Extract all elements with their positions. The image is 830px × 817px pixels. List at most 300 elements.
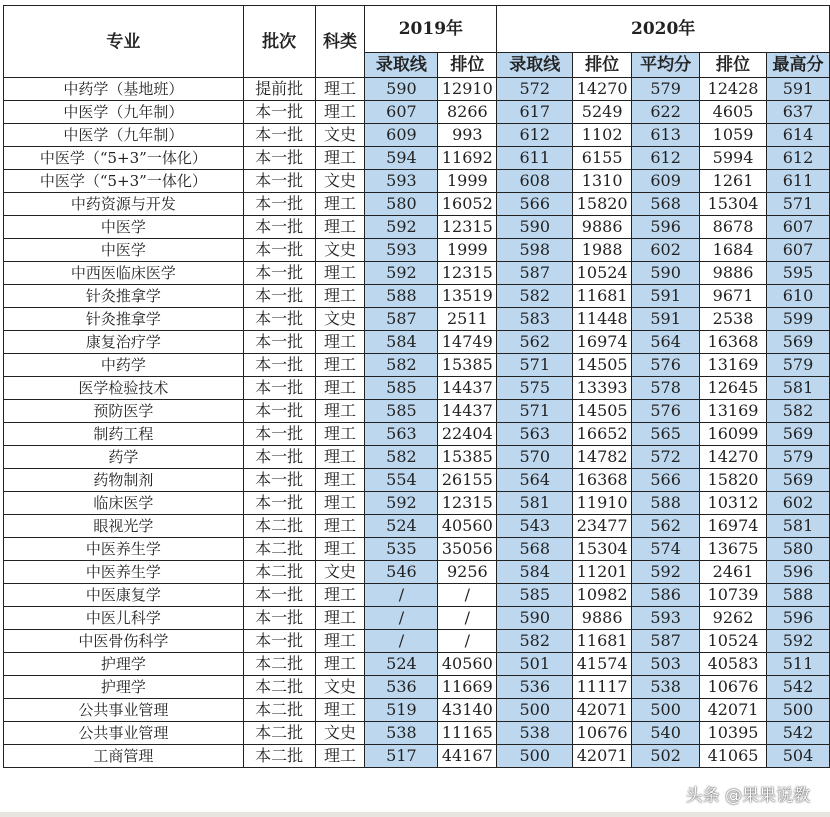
cell-category: 理工 — [315, 653, 365, 676]
table-row — [4, 446, 830, 469]
cell-2019-rank: 14749 — [438, 331, 497, 354]
cell-2020-score: 566 — [497, 193, 573, 216]
table-row — [4, 239, 830, 262]
cell-2020-score: 612 — [497, 124, 573, 147]
cell-2020-avg-rank: 2538 — [700, 308, 767, 331]
cell-2020-average: 591 — [632, 285, 700, 308]
cell-batch: 本一批 — [243, 216, 315, 239]
cell-2020-avg-rank: 1684 — [700, 239, 767, 262]
table-row — [4, 423, 830, 446]
cell-batch: 本一批 — [243, 607, 315, 630]
cell-2020-score: 543 — [497, 515, 573, 538]
cell-2019-rank: 40560 — [438, 653, 497, 676]
cell-2020-rank: 14782 — [573, 446, 632, 469]
cell-2020-rank: 11681 — [573, 630, 632, 653]
cell-2020-score: 590 — [497, 607, 573, 630]
cell-2019-rank: 13519 — [438, 285, 497, 308]
cell-2020-max: 607 — [766, 239, 829, 262]
cell-2020-rank: 15820 — [573, 193, 632, 216]
cell-2020-average: 622 — [632, 101, 700, 124]
cell-2020-max: 596 — [766, 561, 829, 584]
cell-category: 理工 — [315, 354, 365, 377]
cell-2020-avg-rank: 16368 — [700, 331, 767, 354]
cell-2020-max: 500 — [766, 699, 829, 722]
cell-2019-score: 563 — [365, 423, 438, 446]
cell-2019-score: 535 — [365, 538, 438, 561]
cell-2020-max: 581 — [766, 515, 829, 538]
cell-2020-max: 569 — [766, 423, 829, 446]
cell-batch: 本一批 — [243, 170, 315, 193]
cell-2019-score: 592 — [365, 262, 438, 285]
table-row — [4, 262, 830, 285]
cell-2020-score: 538 — [497, 722, 573, 745]
cell-batch: 本二批 — [243, 722, 315, 745]
cell-2020-score: 500 — [497, 745, 573, 768]
cell-major: 药物制剂 — [4, 469, 244, 492]
cell-2020-average: 500 — [632, 699, 700, 722]
cell-2019-score: 609 — [365, 124, 438, 147]
header-category: 科类 — [315, 6, 365, 78]
cell-batch: 本一批 — [243, 492, 315, 515]
cell-2020-avg-rank: 1261 — [700, 170, 767, 193]
cell-2020-rank: 23477 — [573, 515, 632, 538]
cell-2019-rank: 1999 — [438, 170, 497, 193]
cell-category: 理工 — [315, 78, 365, 101]
cell-batch: 本一批 — [243, 400, 315, 423]
cell-2020-rank: 6155 — [573, 147, 632, 170]
cell-2019-score: 585 — [365, 400, 438, 423]
header-2020-avg-rank: 排位 — [700, 53, 767, 78]
header-2020: 2020年 — [497, 6, 830, 53]
cell-major: 护理学 — [4, 653, 244, 676]
cell-category: 文史 — [315, 676, 365, 699]
cell-2020-score: 584 — [497, 561, 573, 584]
cell-2019-rank: 1999 — [438, 239, 497, 262]
cell-2020-average: 587 — [632, 630, 700, 653]
cell-2020-max: 596 — [766, 607, 829, 630]
cell-2019-rank: 2511 — [438, 308, 497, 331]
cell-2019-rank: 35056 — [438, 538, 497, 561]
cell-batch: 本一批 — [243, 584, 315, 607]
cell-2020-rank: 14505 — [573, 400, 632, 423]
cell-2020-max: 579 — [766, 354, 829, 377]
cell-2019-rank: 12315 — [438, 262, 497, 285]
cell-2020-avg-rank: 1059 — [700, 124, 767, 147]
table-row — [4, 377, 830, 400]
header-major: 专业 — [4, 6, 244, 78]
cell-major: 中医养生学 — [4, 561, 244, 584]
cell-2019-rank: 40560 — [438, 515, 497, 538]
cell-category: 理工 — [315, 538, 365, 561]
cell-2020-average: 538 — [632, 676, 700, 699]
cell-category: 文史 — [315, 170, 365, 193]
cell-category: 理工 — [315, 584, 365, 607]
cell-category: 理工 — [315, 492, 365, 515]
cell-major: 中医学（九年制） — [4, 101, 244, 124]
cell-batch: 本一批 — [243, 101, 315, 124]
cell-major: 临床医学 — [4, 492, 244, 515]
cell-2020-rank: 15304 — [573, 538, 632, 561]
table-row — [4, 699, 830, 722]
cell-major: 中医学（“5+3”一体化） — [4, 170, 244, 193]
cell-2020-average: 564 — [632, 331, 700, 354]
cell-2020-score: 572 — [497, 78, 573, 101]
cell-2019-score: 588 — [365, 285, 438, 308]
header-2019-score: 录取线 — [365, 53, 438, 78]
cell-2019-rank: 11669 — [438, 676, 497, 699]
header-2020-max: 最高分 — [766, 53, 829, 78]
cell-2020-avg-rank: 10676 — [700, 676, 767, 699]
cell-2020-score: 611 — [497, 147, 573, 170]
cell-2020-rank: 42071 — [573, 745, 632, 768]
cell-2020-max: 610 — [766, 285, 829, 308]
cell-major: 中医学（“5+3”一体化） — [4, 147, 244, 170]
cell-2020-average: 562 — [632, 515, 700, 538]
cell-category: 文史 — [315, 722, 365, 745]
cell-2020-rank: 11201 — [573, 561, 632, 584]
table-row — [4, 630, 830, 653]
cell-2020-average: 596 — [632, 216, 700, 239]
cell-2020-avg-rank: 9671 — [700, 285, 767, 308]
cell-batch: 本二批 — [243, 561, 315, 584]
cell-2020-average: 576 — [632, 354, 700, 377]
cell-2020-avg-rank: 13169 — [700, 400, 767, 423]
cell-batch: 本二批 — [243, 745, 315, 768]
cell-2020-score: 562 — [497, 331, 573, 354]
cell-2020-score: 563 — [497, 423, 573, 446]
cell-2019-score: 594 — [365, 147, 438, 170]
cell-2020-avg-rank: 5994 — [700, 147, 767, 170]
cell-2020-average: 586 — [632, 584, 700, 607]
cell-2019-rank: 26155 — [438, 469, 497, 492]
cell-major: 针灸推拿学 — [4, 308, 244, 331]
cell-2020-rank: 16974 — [573, 331, 632, 354]
cell-category: 理工 — [315, 377, 365, 400]
cell-category: 理工 — [315, 262, 365, 285]
cell-major: 中医骨伤科学 — [4, 630, 244, 653]
cell-2020-avg-rank: 41065 — [700, 745, 767, 768]
cell-category: 理工 — [315, 515, 365, 538]
cell-2019-rank: 14437 — [438, 400, 497, 423]
cell-2020-score: 500 — [497, 699, 573, 722]
cell-2020-average: 591 — [632, 308, 700, 331]
header-2020-rank: 排位 — [573, 53, 632, 78]
cell-category: 理工 — [315, 446, 365, 469]
cell-batch: 本一批 — [243, 331, 315, 354]
table-row — [4, 607, 830, 630]
cell-2020-avg-rank: 10524 — [700, 630, 767, 653]
table-row — [4, 538, 830, 561]
cell-2020-rank: 11681 — [573, 285, 632, 308]
cell-2020-rank: 5249 — [573, 101, 632, 124]
watermark: 头条 @果果说教 — [685, 786, 810, 806]
cell-2020-max: 637 — [766, 101, 829, 124]
table-row — [4, 193, 830, 216]
table-row — [4, 469, 830, 492]
cell-category: 理工 — [315, 699, 365, 722]
cell-2020-max: 581 — [766, 377, 829, 400]
table-row — [4, 78, 830, 101]
cell-2020-rank: 13393 — [573, 377, 632, 400]
cell-2020-score: 590 — [497, 216, 573, 239]
cell-2020-max: 580 — [766, 538, 829, 561]
cell-2020-rank: 1102 — [573, 124, 632, 147]
cell-2019-score: 536 — [365, 676, 438, 699]
cell-2019-rank: 993 — [438, 124, 497, 147]
cell-batch: 本一批 — [243, 262, 315, 285]
cell-2019-score: 546 — [365, 561, 438, 584]
cell-2020-score: 536 — [497, 676, 573, 699]
cell-batch: 本二批 — [243, 653, 315, 676]
cell-2020-average: 590 — [632, 262, 700, 285]
cell-2020-max: 571 — [766, 193, 829, 216]
cell-category: 理工 — [315, 469, 365, 492]
cell-2020-score: 501 — [497, 653, 573, 676]
cell-2020-average: 579 — [632, 78, 700, 101]
cell-major: 预防医学 — [4, 400, 244, 423]
cell-2020-max: 579 — [766, 446, 829, 469]
cell-2020-rank: 14505 — [573, 354, 632, 377]
cell-2020-score: 575 — [497, 377, 573, 400]
cell-major: 中医学 — [4, 216, 244, 239]
cell-2020-avg-rank: 8678 — [700, 216, 767, 239]
cell-batch: 本一批 — [243, 423, 315, 446]
cell-batch: 本二批 — [243, 538, 315, 561]
cell-category: 理工 — [315, 400, 365, 423]
table-row — [4, 400, 830, 423]
cell-2020-score: 587 — [497, 262, 573, 285]
cell-major: 中药资源与开发 — [4, 193, 244, 216]
cell-2020-avg-rank: 10395 — [700, 722, 767, 745]
cell-batch: 本一批 — [243, 308, 315, 331]
cell-2020-average: 568 — [632, 193, 700, 216]
cell-2020-average: 502 — [632, 745, 700, 768]
cell-2020-rank: 9886 — [573, 216, 632, 239]
cell-2020-max: 595 — [766, 262, 829, 285]
cell-2020-score: 568 — [497, 538, 573, 561]
cell-2020-max: 612 — [766, 147, 829, 170]
cell-2020-avg-rank: 14270 — [700, 446, 767, 469]
cell-2020-max: 569 — [766, 331, 829, 354]
cell-major: 中药学（基地班） — [4, 78, 244, 101]
cell-2019-score: 585 — [365, 377, 438, 400]
cell-batch: 提前批 — [243, 78, 315, 101]
table-row — [4, 584, 830, 607]
cell-2019-rank: 15385 — [438, 446, 497, 469]
cell-major: 中医学 — [4, 239, 244, 262]
cell-category: 文史 — [315, 239, 365, 262]
cell-2020-rank: 9886 — [573, 607, 632, 630]
cell-2019-rank: 43140 — [438, 699, 497, 722]
cell-2020-avg-rank: 10312 — [700, 492, 767, 515]
cell-2020-score: 582 — [497, 285, 573, 308]
cell-2020-max: 511 — [766, 653, 829, 676]
cell-batch: 本一批 — [243, 630, 315, 653]
bottom-bar — [0, 812, 830, 817]
cell-2020-avg-rank: 12645 — [700, 377, 767, 400]
cell-2019-rank: 12910 — [438, 78, 497, 101]
cell-2020-average: 592 — [632, 561, 700, 584]
cell-major: 制药工程 — [4, 423, 244, 446]
cell-2020-avg-rank: 2461 — [700, 561, 767, 584]
cell-category: 理工 — [315, 147, 365, 170]
cell-2019-score: 592 — [365, 492, 438, 515]
cell-category: 文史 — [315, 124, 365, 147]
cell-2019-rank: 11165 — [438, 722, 497, 745]
cell-category: 理工 — [315, 630, 365, 653]
header-batch: 批次 — [243, 6, 315, 78]
cell-2020-score: 571 — [497, 400, 573, 423]
cell-category: 理工 — [315, 745, 365, 768]
cell-2020-score: 617 — [497, 101, 573, 124]
cell-2020-rank: 10982 — [573, 584, 632, 607]
cell-2020-rank: 1988 — [573, 239, 632, 262]
cell-2019-score: 554 — [365, 469, 438, 492]
cell-2020-avg-rank: 16974 — [700, 515, 767, 538]
cell-2020-rank: 10524 — [573, 262, 632, 285]
cell-category: 理工 — [315, 285, 365, 308]
cell-2020-average: 576 — [632, 400, 700, 423]
cell-2020-avg-rank: 13675 — [700, 538, 767, 561]
cell-category: 文史 — [315, 308, 365, 331]
cell-2020-avg-rank: 15304 — [700, 193, 767, 216]
table-row — [4, 170, 830, 193]
cell-2019-rank: 22404 — [438, 423, 497, 446]
cell-2020-max: 591 — [766, 78, 829, 101]
cell-2019-score: 584 — [365, 331, 438, 354]
header-2019: 2019年 — [365, 6, 497, 53]
cell-major: 医学检验技术 — [4, 377, 244, 400]
cell-2020-average: 593 — [632, 607, 700, 630]
cell-2019-rank: 11692 — [438, 147, 497, 170]
cell-2020-rank: 11117 — [573, 676, 632, 699]
cell-2020-max: 602 — [766, 492, 829, 515]
cell-2020-rank: 42071 — [573, 699, 632, 722]
cell-2020-average: 572 — [632, 446, 700, 469]
table-row — [4, 561, 830, 584]
header-2020-score: 录取线 — [497, 53, 573, 78]
cell-2020-avg-rank: 9886 — [700, 262, 767, 285]
cell-2020-avg-rank: 42071 — [700, 699, 767, 722]
cell-batch: 本二批 — [243, 699, 315, 722]
cell-major: 针灸推拿学 — [4, 285, 244, 308]
cell-2020-max: 592 — [766, 630, 829, 653]
cell-2020-rank: 14270 — [573, 78, 632, 101]
cell-2019-score: 524 — [365, 515, 438, 538]
table-row — [4, 216, 830, 239]
cell-category: 理工 — [315, 423, 365, 446]
cell-2020-average: 578 — [632, 377, 700, 400]
cell-2019-score: / — [365, 630, 438, 653]
cell-2019-score: / — [365, 584, 438, 607]
table-row — [4, 653, 830, 676]
cell-2020-average: 588 — [632, 492, 700, 515]
cell-2019-rank: 16052 — [438, 193, 497, 216]
cell-batch: 本一批 — [243, 239, 315, 262]
cell-2020-rank: 10676 — [573, 722, 632, 745]
cell-2019-rank: / — [438, 630, 497, 653]
table-row — [4, 147, 830, 170]
cell-2020-avg-rank: 40583 — [700, 653, 767, 676]
cell-major: 公共事业管理 — [4, 722, 244, 745]
cell-2020-score: 581 — [497, 492, 573, 515]
cell-2019-rank: 44167 — [438, 745, 497, 768]
cell-major: 中医儿科学 — [4, 607, 244, 630]
cell-batch: 本一批 — [243, 124, 315, 147]
cell-2020-score: 582 — [497, 630, 573, 653]
cell-2019-score: 519 — [365, 699, 438, 722]
cell-category: 理工 — [315, 193, 365, 216]
cell-category: 文史 — [315, 561, 365, 584]
table-row — [4, 745, 830, 768]
cell-2020-max: 569 — [766, 469, 829, 492]
table-row — [4, 101, 830, 124]
cell-major: 康复治疗学 — [4, 331, 244, 354]
cell-2020-average: 566 — [632, 469, 700, 492]
cell-2019-score: 524 — [365, 653, 438, 676]
table-row — [4, 124, 830, 147]
cell-batch: 本一批 — [243, 446, 315, 469]
cell-major: 工商管理 — [4, 745, 244, 768]
cell-2019-score: 592 — [365, 216, 438, 239]
cell-major: 中西医临床医学 — [4, 262, 244, 285]
cell-2020-avg-rank: 16099 — [700, 423, 767, 446]
cell-batch: 本一批 — [243, 354, 315, 377]
cell-2019-score: 590 — [365, 78, 438, 101]
cell-2020-average: 540 — [632, 722, 700, 745]
cell-2019-rank: 9256 — [438, 561, 497, 584]
cell-batch: 本一批 — [243, 469, 315, 492]
admission-score-table — [3, 5, 830, 768]
cell-category: 理工 — [315, 607, 365, 630]
cell-2020-score: 598 — [497, 239, 573, 262]
cell-2019-score: 582 — [365, 446, 438, 469]
cell-batch: 本二批 — [243, 515, 315, 538]
cell-2020-max: 614 — [766, 124, 829, 147]
cell-2020-score: 585 — [497, 584, 573, 607]
cell-major: 中医学（九年制） — [4, 124, 244, 147]
cell-2019-rank: 15385 — [438, 354, 497, 377]
cell-2020-max: 504 — [766, 745, 829, 768]
cell-2020-rank: 16368 — [573, 469, 632, 492]
cell-2019-score: / — [365, 607, 438, 630]
table-row — [4, 492, 830, 515]
cell-2019-rank: 8266 — [438, 101, 497, 124]
cell-major: 中医康复学 — [4, 584, 244, 607]
cell-2020-average: 503 — [632, 653, 700, 676]
cell-major: 中药学 — [4, 354, 244, 377]
cell-2020-avg-rank: 10739 — [700, 584, 767, 607]
cell-2019-rank: / — [438, 607, 497, 630]
cell-category: 理工 — [315, 216, 365, 239]
cell-2019-score: 607 — [365, 101, 438, 124]
cell-2019-rank: 12315 — [438, 492, 497, 515]
cell-2020-avg-rank: 9262 — [700, 607, 767, 630]
cell-2020-max: 611 — [766, 170, 829, 193]
cell-2019-rank: 12315 — [438, 216, 497, 239]
cell-2020-score: 570 — [497, 446, 573, 469]
cell-batch: 本二批 — [243, 676, 315, 699]
cell-2020-max: 542 — [766, 676, 829, 699]
cell-2020-average: 613 — [632, 124, 700, 147]
cell-2019-score: 587 — [365, 308, 438, 331]
cell-category: 理工 — [315, 101, 365, 124]
header-2019-rank: 排位 — [438, 53, 497, 78]
cell-major: 眼视光学 — [4, 515, 244, 538]
cell-batch: 本一批 — [243, 377, 315, 400]
cell-2019-score: 580 — [365, 193, 438, 216]
cell-2020-score: 583 — [497, 308, 573, 331]
